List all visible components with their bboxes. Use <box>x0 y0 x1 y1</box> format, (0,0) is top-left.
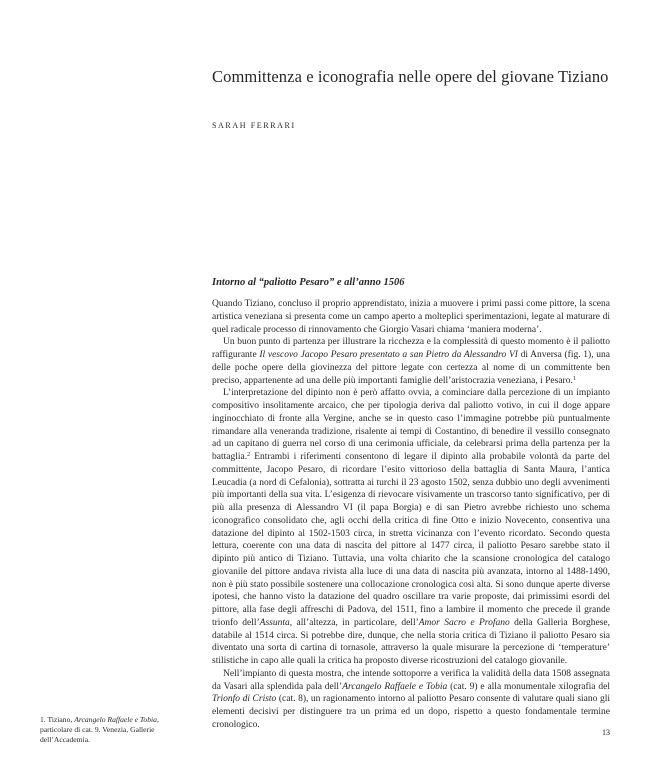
caption-rest: , particolare di cat. 9. Venezia, Gallerie dell’Accademia. <box>40 715 159 744</box>
paragraph-4-text-c: (cat. 8), un ragionamento intorno al paliotto Pesaro consente di valutare quali siano gli elementi decisivi per distinguere tra un prima ed un dopo, rispetto a questo fondamentale termine cronologico. <box>212 694 610 730</box>
paragraph-2-text-a: Un buon punto di partenza per illustrare la ricchezza e la complessità di questo momento è il paliotto raffigurante <box>212 337 610 360</box>
artwork-title-paliotto: Il vescovo Jacopo Pesaro presentato a san Pietro da Alessandro VI <box>259 350 518 360</box>
paragraph-4 <box>212 668 610 732</box>
paragraph-3 <box>212 387 610 668</box>
paragraph-3-text-b: Entrambi i riferimenti consentono di legare il dipinto alla probabile volontà da parte del committente, Jacopo Pesaro, di ricordare l’esito vittorioso della battaglia di Santa Maura, l’antica Leucadia (a nord di Cefalonia), sottratta ai turchi il 23 agosto 1502, senza dubbio uno degli avvenimenti più importanti della sua vita. L’esigenza di rievocare visivamente un trascorso tanto significativo, per di più alla presenza di Alessandro VI (il papa Borgia) e di san Pietro avrebbe richiesto uno schema iconografico consolidato che, agli occhi della critica di fine Otto e inizio Novecento, consentiva una datazione del dipinto al 1502-1503 circa, in stretta vicinanza con l’evento ricordato. Secondo questa lettura, coerente con una data di nascita del pittore al 1477 circa, il paliotto Pesaro sarebbe stato il dipinto più antico di Tiziano. Tuttavia, una volta chiarito che la scansione cronologica del catalogo giovanile del pittore andava rivista alla luce di una data di nascita più avanzata, intorno al 1488-1490, non è più stato possibile sostenere una collocazione cronologica così alta. Si sono dunque aperte diverse ipotesi, che hanno visto la datazione del quadro oscillare tra varie proposte, dai primissimi esordi del pittore, alla fase degli affreschi di Padova, del 1511, fino a lambire il momento che precede il grande trionfo dell’ <box>212 452 610 628</box>
paragraph-3-text-a: L’interpretazione del dipinto non è però affatto ovvia, a cominciare dalla percezione di un impianto compositivo insolitamente arcaico, che per tipologia deriva dal paliotto votivo, in cui il doge appare inginocchiato di fronte alla Vergine, anche se in questo caso l’immagine potrebbe più puntualmente rimandare alla veneranda tradizione, risalente ai tempi di Costantino, di benedire il vessillo consegnato ad un capitano di guerra nel corso di una cerimonia ufficiale, da celebrarsi prima della partenza per la battaglia. <box>212 388 610 462</box>
caption-title: Arcangelo Raffaele e Tobia <box>74 715 157 724</box>
paragraph-4-text-a: Nell’impianto di questa mostra, che intende sottoporre a verifica la validità della data 1508 assegnata da Vasari alla splendida pala dell’ <box>212 668 610 692</box>
article-title: Committenza e iconografia nelle opere del giovane Tiziano <box>212 67 609 86</box>
figure-caption <box>40 715 170 745</box>
section-heading: Intorno al “paliotto Pesaro” e all’anno 1506 <box>212 277 405 288</box>
paragraph-3-text-c: , all’altezza, in particolare, dell’ <box>289 617 419 628</box>
paragraph-4-text-b: (cat. 9) e alla monumentale xilografia del <box>447 681 610 692</box>
page-number: 13 <box>602 728 610 737</box>
footnote-ref-2: 2 <box>247 452 251 458</box>
artwork-title-arcangelo: Arcangelo Raffaele e Tobia <box>342 681 448 692</box>
article-body <box>212 298 610 732</box>
footnote-ref-1: 1 <box>572 375 576 382</box>
caption-lead: 1. Tiziano, <box>40 715 75 724</box>
artwork-title-amor: Amor Sacro e Profano <box>418 617 510 628</box>
paragraph-2 <box>212 336 610 387</box>
author-name: SARAH FERRARI <box>212 121 296 130</box>
artwork-title-assunta: Assunta <box>259 617 290 628</box>
paragraph-3-text-d: della Galleria Borghese, databile al 1514 circa. Si potrebbe dire, dunque, che nella storia critica di Tiziano il paliotto Pesaro sia diventato una sorta di cartina di tornasole, attraverso la quale misurare la percezione di ‘temperature’ stilistiche in capo alle quali la critica ha proposto diverse ricostruzioni del catalogo giovanile. <box>212 617 611 666</box>
paragraph-1: Quando Tiziano, concluso il proprio apprendistato, inizia a muovere i primi passi come pittore, la scena artistica veneziana si presenta come un campo aperto a molteplici sperimentazioni, legate al maturare di quel radicale processo di rinnovamento che Giorgio Vasari chiama ‘maniera moderna’. <box>212 299 610 335</box>
artwork-title-trionfo: Trionfo di Cristo <box>212 694 277 705</box>
paragraph-2-text-b: di Anversa (fig. 1), una delle poche opere della giovinezza del pittore legate con certezza al nome di un committente ben preciso, appartenente ad una delle più importanti famiglie dell’aristocrazia veneziana, i Pesaro. <box>212 350 610 386</box>
